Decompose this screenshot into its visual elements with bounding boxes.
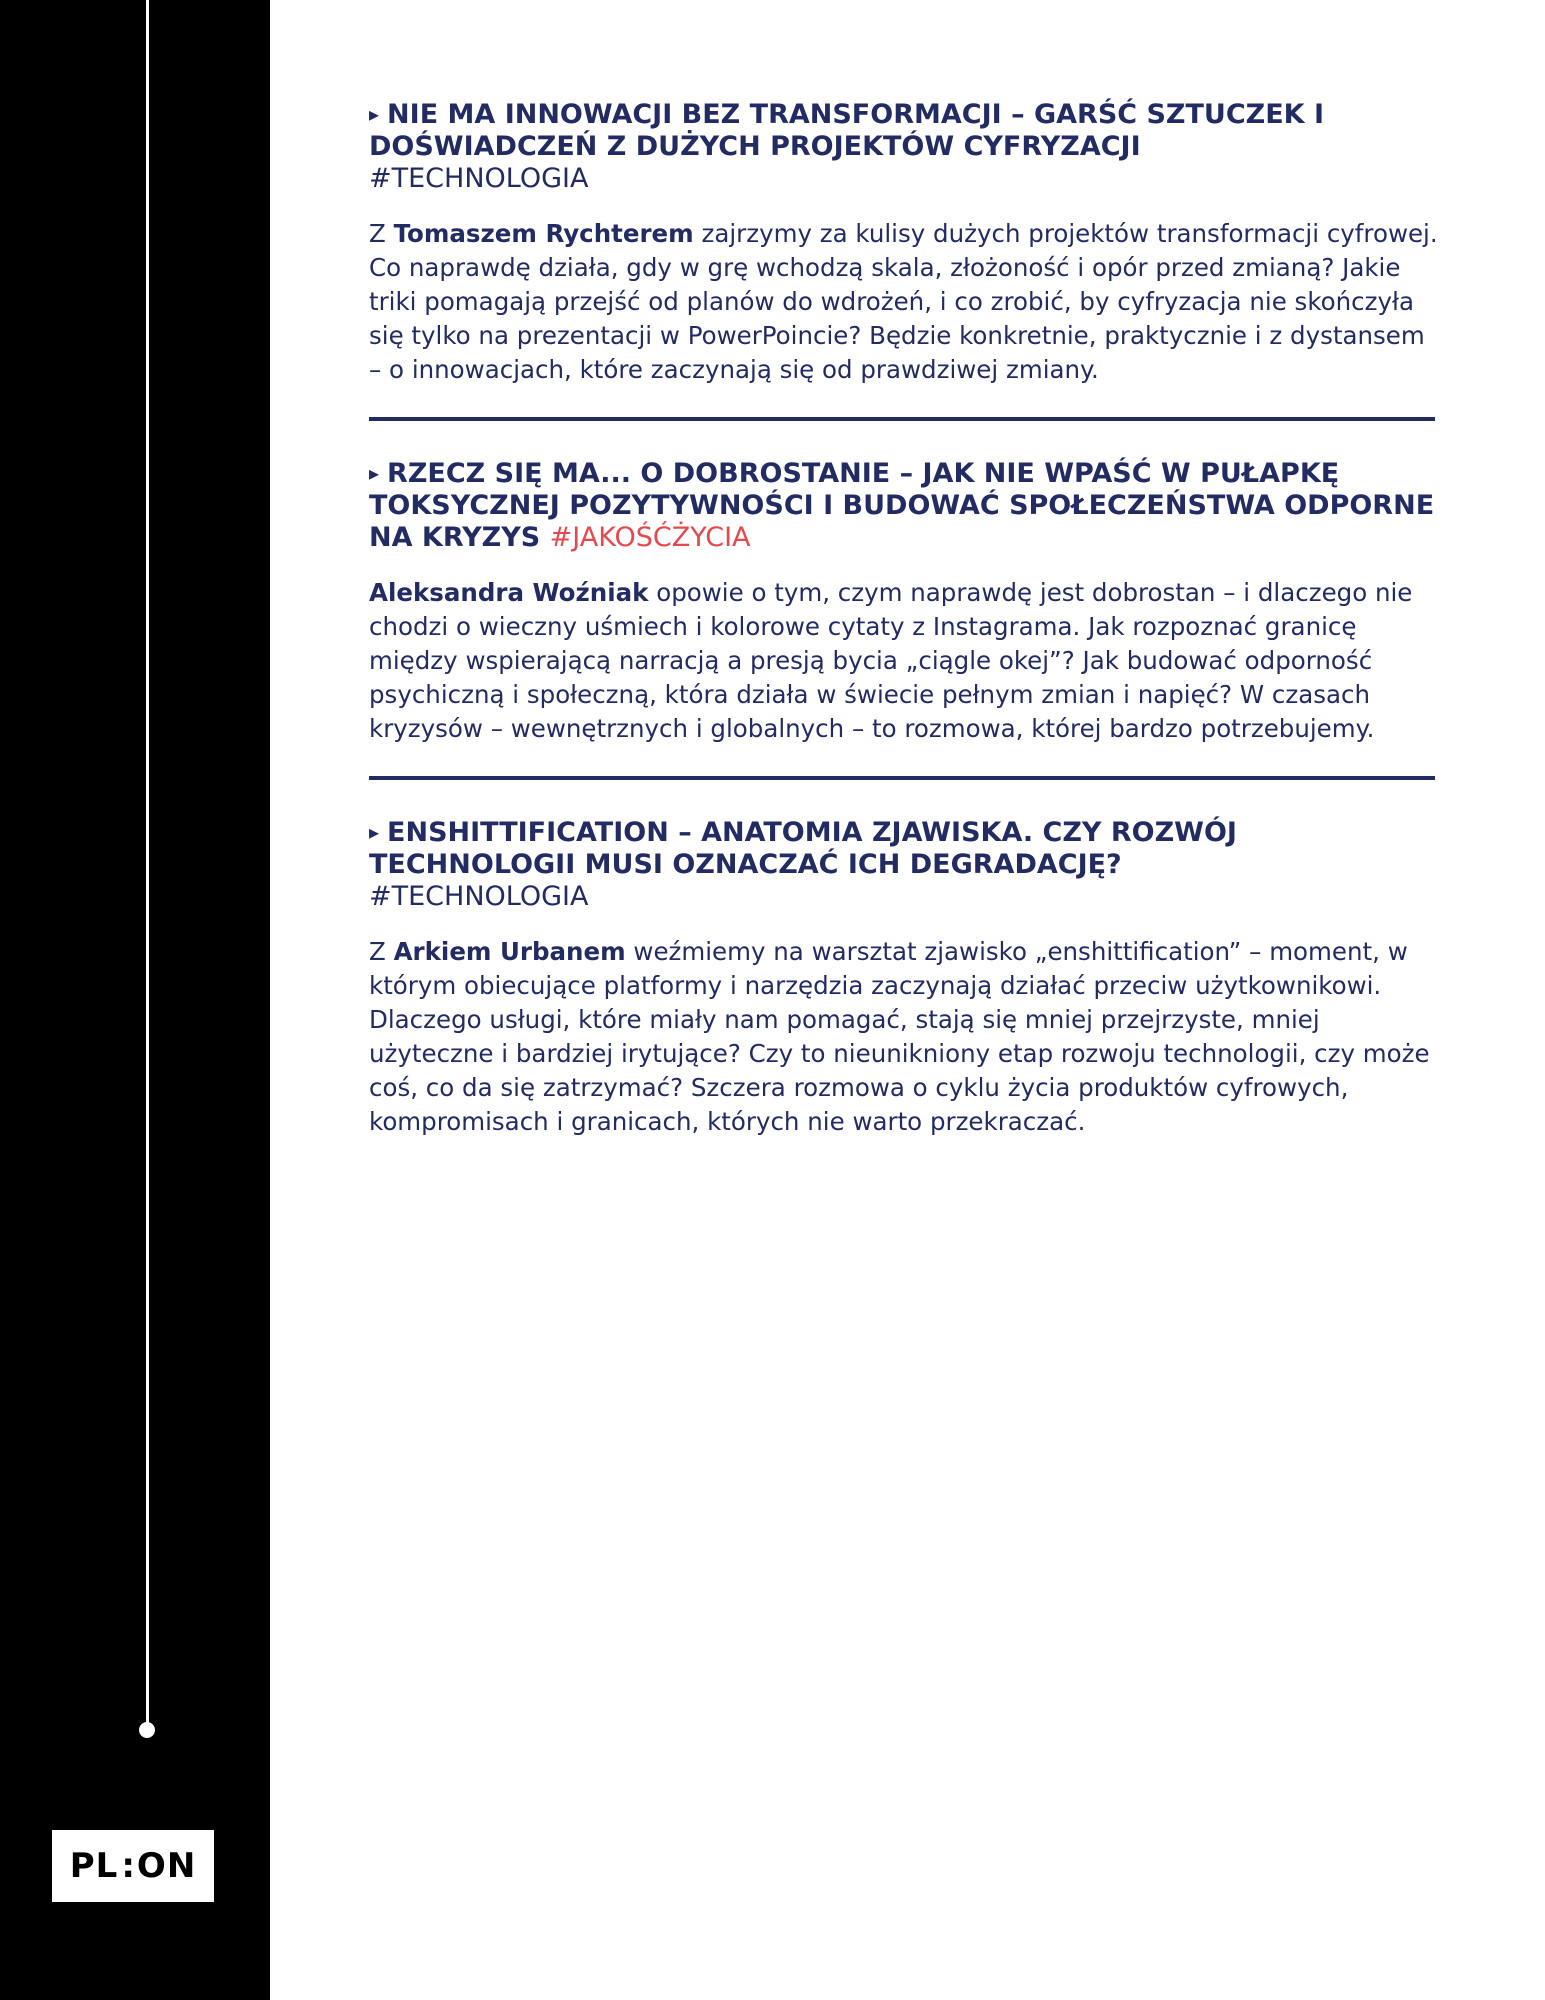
logo-text-left: PL bbox=[69, 1846, 119, 1886]
logo-colon: : bbox=[121, 1846, 136, 1886]
agenda-item-description bbox=[369, 217, 1439, 387]
topic-tag: #TECHNOLOGIA bbox=[369, 163, 589, 194]
description-prefix: Z bbox=[369, 937, 394, 966]
agenda-item-title-text: NIE MA INNOWACJI BEZ TRANSFORMACJI – GARŚĆ SZTUCZEK I DOŚWIADCZEŃ Z DUŻYCH PROJEKTÓW CYFRYZACJI bbox=[369, 99, 1325, 162]
topic-tag: #JAKOŚĆŻYCIA bbox=[549, 522, 751, 553]
arrow-icon: ▸ bbox=[369, 820, 380, 844]
sidebar bbox=[0, 0, 270, 2000]
agenda-item-title-text: ENSHITTIFICATION – ANATOMIA ZJAWISKA. CZY ROZWÓJ TECHNOLOGII MUSI OZNACZAĆ ICH DEGRADACJĘ? bbox=[369, 817, 1237, 880]
speaker-name: Arkiem Urbanem bbox=[393, 937, 626, 966]
agenda-item-1 bbox=[369, 98, 1439, 387]
agenda-item-title bbox=[369, 98, 1439, 195]
agenda-item-description bbox=[369, 935, 1439, 1139]
description-text: opowie o tym, czym naprawdę jest dobrostan – i dlaczego nie chodzi o wieczny uśmiech i kolorowe cytaty z Instagrama. Jak rozpoznać granicę między wspierającą narracją a presją bycia „ciągle okej”? Jak budować odporność psychiczną i społeczną, która działa w świecie pełnym zmian i napięć? W czasach kryzysów – wewnętrznych i globalnych – to rozmowa, której bardzo potrzebujemy. bbox=[369, 578, 1413, 743]
logo bbox=[52, 1830, 214, 1902]
description-text: weźmiemy na warsztat zjawisko „enshittification” – moment, w którym obiecujące platformy i narzędzia zaczynają działać przeciw użytkownikowi. Dlaczego usługi, które miały nam pomagać, stają się mniej przejrzyste, mniej użyteczne i bardziej irytujące? Czy to nieunikniony etap rozwoju technologii, czy może coś, co da się zatrzymać? Szczera rozmowa o cyklu życia produktów cyfrowych, kompromisach i granicach, których nie warto przekraczać. bbox=[369, 937, 1430, 1136]
speaker-name: Tomaszem Rychterem bbox=[393, 219, 694, 248]
logo-text-right: ON bbox=[136, 1846, 197, 1886]
agenda-item-title-text: RZECZ SIĘ MA... O DOBROSTANIE – JAK NIE WPAŚĆ W PUŁAPKĘ TOKSYCZNEJ POZYTYWNOŚCI I BUDOWAĆ SPOŁECZEŃSTWA ODPORNE NA KRYZYS bbox=[369, 458, 1435, 553]
section-divider bbox=[369, 776, 1435, 780]
timeline-dot bbox=[139, 1722, 155, 1738]
agenda-item-description bbox=[369, 576, 1439, 746]
arrow-icon: ▸ bbox=[369, 461, 380, 485]
topic-tag: #TECHNOLOGIA bbox=[369, 881, 589, 912]
description-prefix: Z bbox=[369, 219, 394, 248]
agenda-content bbox=[369, 98, 1439, 1139]
agenda-item-title bbox=[369, 457, 1439, 554]
arrow-icon: ▸ bbox=[369, 102, 380, 126]
speaker-name: Aleksandra Woźniak bbox=[369, 578, 649, 607]
agenda-item-3 bbox=[369, 816, 1439, 1139]
section-divider bbox=[369, 417, 1435, 421]
timeline-line bbox=[146, 0, 149, 1728]
agenda-item-title bbox=[369, 816, 1439, 913]
description-text: zajrzymy za kulisy dużych projektów transformacji cyfrowej. Co naprawdę działa, gdy w grę wchodzą skala, złożoność i opór przed zmianą? Jakie triki pomagają przejść od planów do wdrożeń, i co zrobić, by cyfryzacja nie skończyła się tylko na prezentacji w PowerPoincie? Będzie konkretnie, praktycznie i z dystansem – o innowacjach, które zaczynają się od prawdziwej zmiany. bbox=[369, 219, 1438, 384]
agenda-item-2 bbox=[369, 457, 1439, 746]
